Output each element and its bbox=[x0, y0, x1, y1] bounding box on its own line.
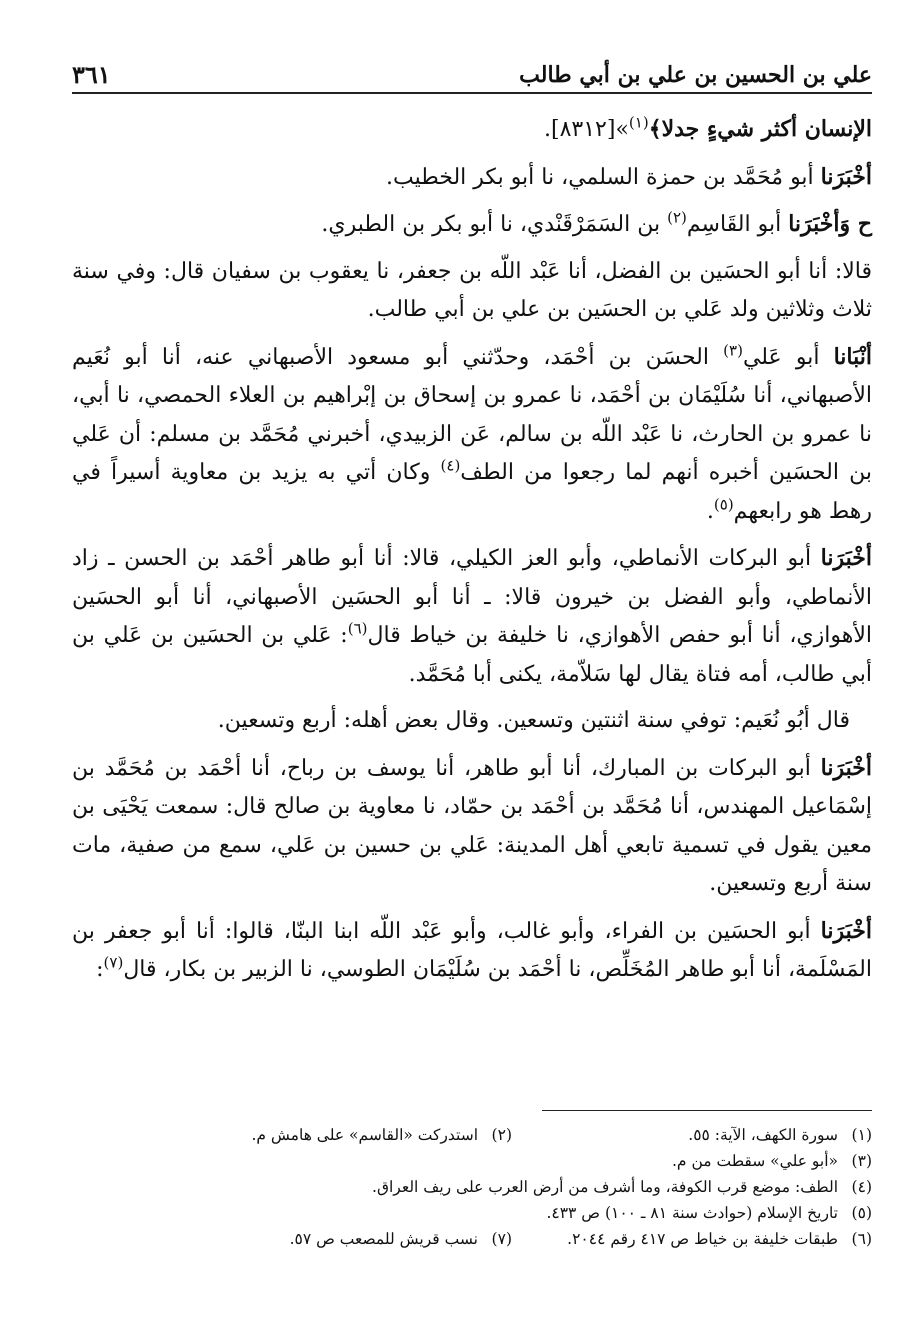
paragraph-text: أبو عَلي bbox=[742, 344, 834, 370]
isnad-lead: أخْبَرَنا bbox=[820, 754, 872, 781]
paragraph-quran-ending bbox=[72, 110, 872, 150]
footnote-row bbox=[72, 1148, 872, 1174]
footnote-number: (٧) bbox=[491, 1230, 512, 1248]
footnote-5 bbox=[546, 1200, 872, 1226]
footnote-text: استدركت «القاسم» على هامش م. bbox=[251, 1126, 478, 1144]
book-page bbox=[72, 48, 872, 1318]
footnote-rule bbox=[542, 1110, 872, 1111]
ayah-text: الإنسان أكثر شيءٍ جدلا﴾ bbox=[648, 116, 872, 142]
footnote-text: تاريخ الإسلام (حوادث سنة ٨١ ـ ١٠٠) ص ٤٣٣. bbox=[546, 1204, 838, 1222]
footnote-ref: (٣) bbox=[723, 341, 743, 360]
header-rule bbox=[72, 92, 872, 94]
paragraph-isnad-2 bbox=[72, 205, 872, 245]
paragraph-text: قال أبُو نُعَيم: توفي سنة اثنتين وتسعين. وقال بعض أهله: أربع وتسعين. bbox=[217, 708, 850, 733]
footnote-number: (٢) bbox=[491, 1126, 512, 1144]
footnote-number: (١) bbox=[851, 1126, 872, 1144]
paragraph-kunya bbox=[72, 539, 872, 694]
footnote-number: (٥) bbox=[851, 1204, 872, 1222]
footnote-number: (٤) bbox=[851, 1178, 872, 1196]
paragraph-text: وكان أتي به يزيد بن معاوية أسيراً في رهط هو رابعهم bbox=[72, 460, 872, 524]
paragraph-text: : bbox=[96, 957, 104, 982]
running-title: علي بن الحسين بن علي بن أبي طالب bbox=[519, 62, 872, 88]
isnad-lead: أخْبَرَنا bbox=[820, 545, 872, 571]
paragraph-text: : عَلي بن الحسَين بن عَلي بن أبي طالب، أمه فتاة يقال لها سَلاّمة، يكنى أبا مُحَمَّد. bbox=[72, 623, 872, 687]
isnad-lead: أنْبَانا bbox=[833, 343, 872, 370]
footnote-ref: (٥) bbox=[713, 495, 734, 514]
footnote-row bbox=[72, 1174, 872, 1200]
footnote-3 bbox=[672, 1148, 872, 1174]
paragraph-taff bbox=[72, 338, 872, 532]
footnote-7 bbox=[290, 1226, 512, 1252]
paragraph-text: قالا: أنا أبو الحسَين بن الفضل، أنا عَبْد اللّه بن جعفر، نا يعقوب بن سفيان قال: وفي سنة ثلاث وثلاثين ولد عَلي بن الحسَين بن علي بن أبي طالب. bbox=[72, 258, 872, 322]
paragraph-text: أبو القَاسِم bbox=[686, 212, 789, 237]
paragraph-text: الحسَن بن أحْمَد، وحدّثني أبو مسعود الأصبهاني عنه، أنا أبو نُعَيم الأصبهاني، أنا سُلَيْمَان بن أحْمَد، نا عمرو بن إسحاق بن إبْراهيم بن العلاء الحمصي، نا أبي، نا عمرو بن الحارث، نا عَبْد اللّه بن سالم، عَن الزبيدي، أخبرني مُحَمَّد بن مسلم: أن عَلي بن الحسَين أخبره أنهم لما رجعوا من الطف bbox=[72, 344, 872, 485]
footnote-4 bbox=[372, 1174, 872, 1200]
footnotes bbox=[72, 1122, 872, 1252]
page-number: ٣٦١ bbox=[72, 60, 111, 89]
footnote-text: الطف: موضع قرب الكوفة، وما أشرف من أرض العرب على ريف العراق. bbox=[372, 1178, 838, 1196]
footnote-ref: (٧) bbox=[103, 953, 124, 972]
paragraph-text: أبو الحسَين بن الفراء، وأبو غالب، وأبو عَبْد اللّه ابنا البنّا، قالوا: أنا أبو جعفر بن المَسْلَمة، أنا أبو طاهر المُخَلِّص، نا أحْمَد بن سُلَيْمَان الطوسي، نا الزبير بن بكار، قال bbox=[72, 918, 872, 982]
paragraph-zubair bbox=[72, 912, 872, 990]
footnote-text: نسب قريش للمصعب ص ٥٧. bbox=[289, 1230, 478, 1248]
footnote-ref: (٦) bbox=[347, 619, 368, 638]
paragraph-ibn-maeen bbox=[72, 749, 872, 904]
running-header bbox=[72, 58, 872, 96]
paragraph-text: أبو البركات بن المبارك، أنا أبو طاهر، أنا يوسف بن رباح، أنا أحْمَد بن مُحَمَّد بن إسْمَاعيل المهندس، أنا مُحَمَّد بن أحْمَد بن حمّاد، نا معاوية بن صالح قال: سمعت يَحْيَى بن معين يقول في تسمية تابعي أهل المدينة: عَلي بن حسين بن عَلي، سمع من صفية، مات سنة أربع وتسعين. bbox=[72, 755, 873, 896]
isnad-lead: ح وَأخْبَرَنا bbox=[788, 211, 872, 237]
isnad-lead: أخْبَرَنا bbox=[820, 917, 872, 944]
main-text bbox=[72, 110, 872, 998]
paragraph-text: أبو مُحَمَّد بن حمزة السلمي، نا أبو بكر الخطيب. bbox=[386, 164, 821, 190]
paragraph-isnad-1 bbox=[72, 158, 872, 198]
paragraph-birth bbox=[72, 253, 872, 330]
footnote-number: (٦) bbox=[851, 1230, 872, 1248]
footnote-row bbox=[72, 1122, 872, 1148]
footnote-row bbox=[72, 1226, 872, 1252]
footnote-row bbox=[72, 1200, 872, 1226]
paragraph-text: بن السَمَرْقَنْدي، نا أبو بكر بن الطبري. bbox=[321, 212, 668, 237]
footnote-text: طبقات خليفة بن خياط ص ٤١٧ رقم ٢٠٤٤. bbox=[567, 1230, 838, 1248]
footnote-6 bbox=[512, 1226, 872, 1252]
paragraph-text: . bbox=[706, 498, 714, 524]
footnote-ref: (٤) bbox=[440, 456, 461, 475]
footnote-ref: (١) bbox=[628, 113, 649, 132]
footnote-2 bbox=[251, 1122, 512, 1148]
footnote-number: (٣) bbox=[851, 1152, 872, 1170]
footnote-text: سورة الكهف، الآية: ٥٥. bbox=[688, 1126, 838, 1144]
citation-number: »[٨٣١٢]. bbox=[544, 117, 629, 142]
footnote-text: «أبو علي» سقطت من م. bbox=[672, 1152, 838, 1170]
footnote-ref: (٢) bbox=[667, 208, 687, 227]
isnad-lead: أخْبَرَنا bbox=[820, 163, 872, 190]
footnote-1 bbox=[512, 1122, 872, 1148]
paragraph-death bbox=[72, 702, 872, 741]
paragraph-text: أبو البركات الأنماطي، وأبو العز الكيلي، قالا: أنا أبو طاهر أحْمَد بن الحسن ـ زاد الأنماطي، وأبو الفضل بن خيرون قالا: ـ أنا أبو الحسَين الأصبهاني، أنا أبو الحسَين الأهوازي، أنا أبو حفص الأهوازي، نا خليفة بن خياط قال bbox=[72, 546, 872, 648]
